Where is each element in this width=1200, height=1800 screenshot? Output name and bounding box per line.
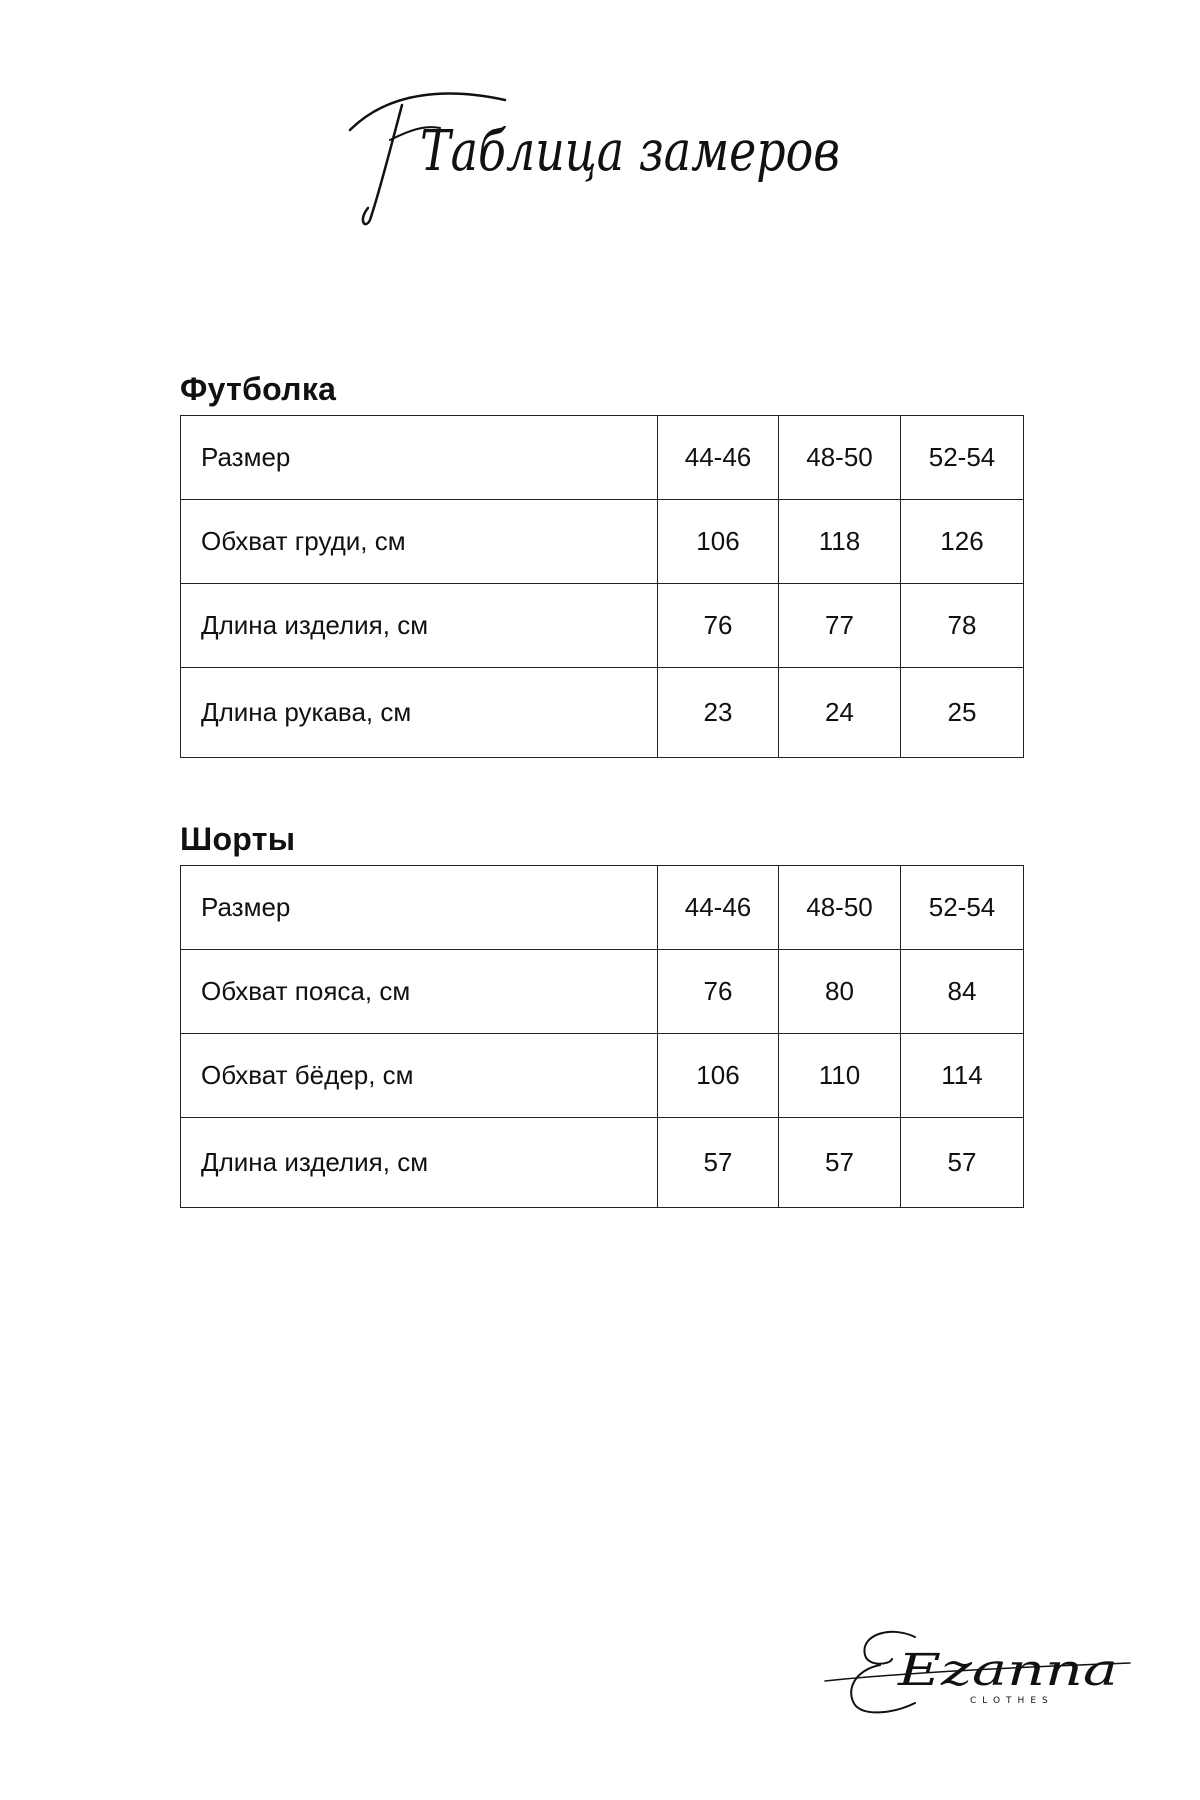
- cell-value: 57: [901, 1118, 1024, 1208]
- cell-value: 24: [779, 668, 901, 758]
- cell-value: 76: [658, 584, 779, 668]
- table-row: [181, 584, 1024, 668]
- tshirt-size-table: [180, 415, 1024, 758]
- cell-value: 57: [658, 1118, 779, 1208]
- row-label: Обхват груди, см: [181, 500, 658, 584]
- row-label: Длина изделия, см: [181, 1118, 658, 1208]
- table-row: [181, 500, 1024, 584]
- cell-value: 57: [779, 1118, 901, 1208]
- table-row: [181, 668, 1024, 758]
- table-row: [181, 416, 1024, 500]
- shorts-size-table: [180, 865, 1024, 1208]
- row-label: Обхват пояса, см: [181, 950, 658, 1034]
- size-header: 52-54: [901, 866, 1024, 950]
- size-header: 48-50: [779, 416, 901, 500]
- size-header: 44-46: [658, 866, 779, 950]
- cell-value: 114: [901, 1034, 1024, 1118]
- logo-subtext: CLOTHES: [970, 1696, 1054, 1706]
- row-label: Длина рукава, см: [181, 668, 658, 758]
- table-row: [181, 950, 1024, 1034]
- cell-value: 84: [901, 950, 1024, 1034]
- size-header: 48-50: [779, 866, 901, 950]
- cell-value: 80: [779, 950, 901, 1034]
- cell-value: 78: [901, 584, 1024, 668]
- size-header: 44-46: [658, 416, 779, 500]
- logo-text: Ezanna: [896, 1645, 1118, 1696]
- cell-value: 106: [658, 1034, 779, 1118]
- cell-value: 76: [658, 950, 779, 1034]
- cell-value: 77: [779, 584, 901, 668]
- header-label: Размер: [181, 866, 658, 950]
- shorts-heading: Шорты: [180, 821, 296, 857]
- size-header: 52-54: [901, 416, 1024, 500]
- cell-value: 118: [779, 500, 901, 584]
- tshirt-heading: Футболка: [180, 371, 337, 407]
- table-row: [181, 866, 1024, 950]
- brand-logo: [820, 1615, 1140, 1725]
- cell-value: 25: [901, 668, 1024, 758]
- table-row: [181, 1034, 1024, 1118]
- row-label: Обхват бёдер, см: [181, 1034, 658, 1118]
- cell-value: 110: [779, 1034, 901, 1118]
- cell-value: 23: [658, 668, 779, 758]
- header-label: Размер: [181, 416, 658, 500]
- cell-value: 126: [901, 500, 1024, 584]
- table-row: [181, 1118, 1024, 1208]
- cell-value: 106: [658, 500, 779, 584]
- page-title: Таблица замеров: [420, 119, 840, 184]
- row-label: Длина изделия, см: [181, 584, 658, 668]
- page-title-script: [330, 70, 890, 230]
